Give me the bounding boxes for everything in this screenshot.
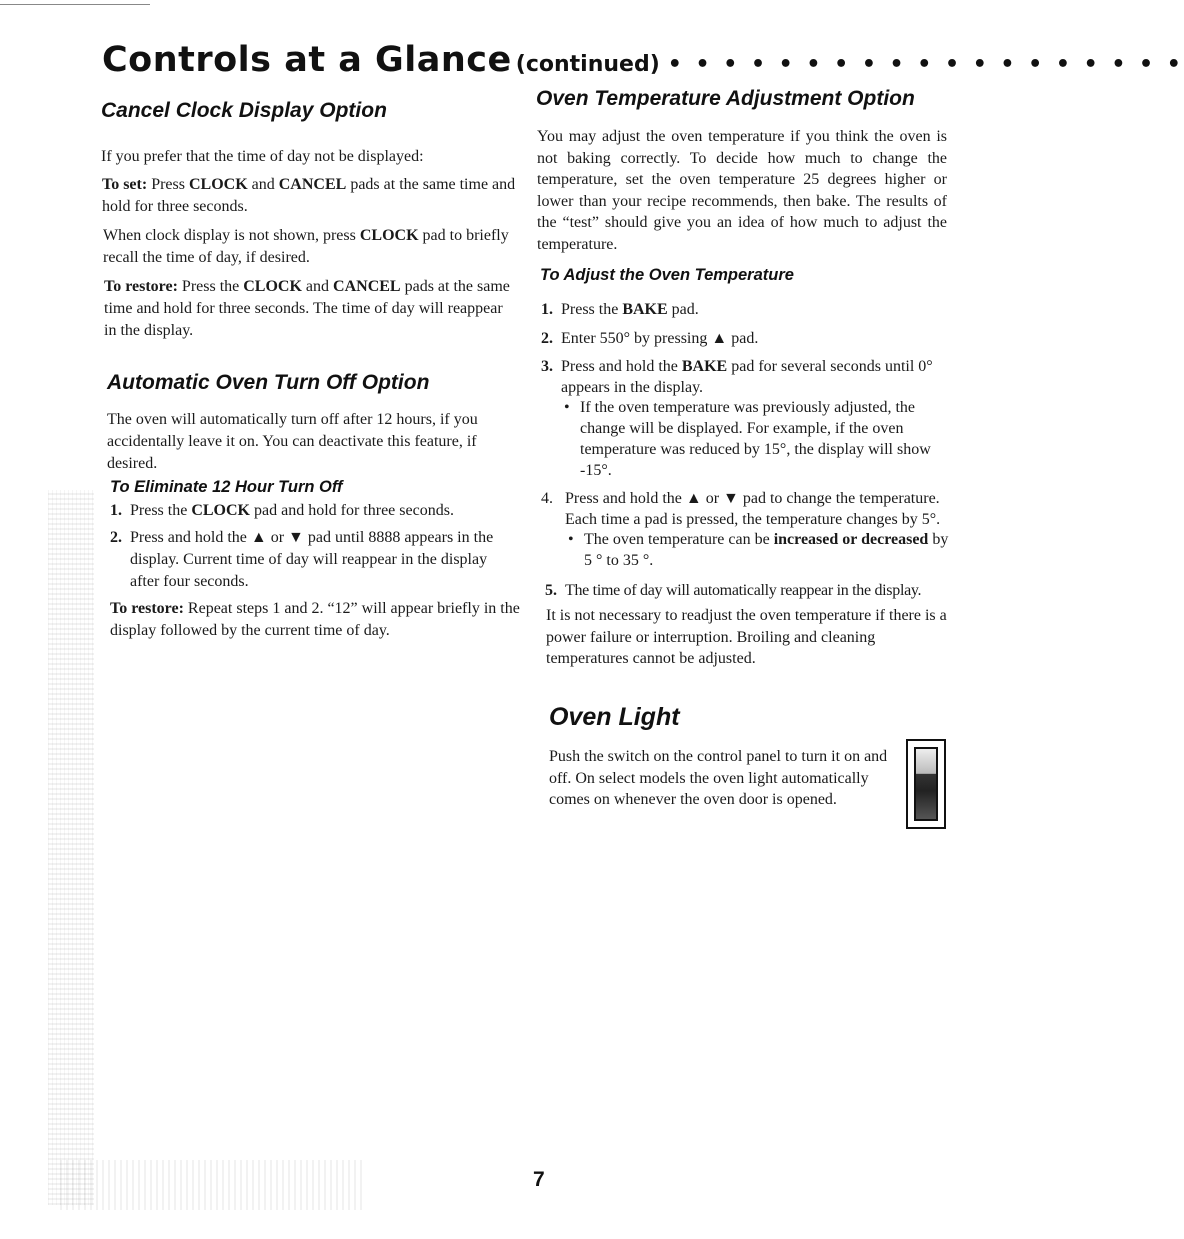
restore-text: and [301,278,334,295]
auto-off-intro: The oven will automatically turn off after 12 hours, if you accidentally leave it on. You can deactivate this feature, if desired. [107,411,478,472]
rocker-switch-icon [906,739,946,829]
cancel-key: CANCEL [333,278,401,295]
step-text-part: pad. [667,301,699,318]
bullet-text-part: The oven temperature can be [584,531,774,548]
page-title [102,40,1184,90]
top-rule [0,4,150,5]
switch-rocker [914,747,938,821]
title-main: Controls at a Glance [102,40,512,80]
title-leader-dots: • • • • • • • • • • • • • • • • • • • [667,52,1184,77]
page-number: 7 [533,1168,545,1191]
bullet-text: If the oven temperature was previously adjusted, the change will be displayed. For example, if the oven temperature was reduced by 15°, the display will show -15°. [580,399,931,479]
list-item [110,527,520,593]
bullet-bold: increased or decreased [773,531,929,548]
oven-light-text: Push the switch on the control panel to turn it on and off. On select models the oven light automatically comes on whenever the oven door is opened. [549,748,888,808]
list-item [541,328,951,350]
list-item [564,397,950,481]
clock-key: CLOCK [359,227,419,244]
step-text: The time of day will automatically reappear in the display. [565,582,922,599]
auto-off-heading: Automatic Oven Turn Off Option [107,371,430,394]
step-text-part: Press and hold the [561,358,682,375]
cancel-clock-set [102,174,520,218]
step-text-part: pad for several seconds until 0° appears in the display. [561,358,933,396]
scan-artifact [48,490,94,1205]
cancel-clock-recall [103,225,518,269]
recall-text: When clock display is not shown, press [103,227,360,244]
step-text: Enter 550° by pressing ▲ pad. [561,330,759,347]
list-item [541,356,955,398]
bullet: • [568,531,574,548]
step-number: 1. [541,301,553,318]
restore-label: To restore: [104,278,178,295]
step-number: 3. [541,358,553,375]
restore-text: Press the [177,278,244,295]
clock-key: CLOCK [243,278,302,295]
bullet-text-part: by 5 ° to 35 °. [584,531,949,569]
step-text-part: Press the [561,301,623,318]
list-item [568,529,954,571]
restore-text: Repeat steps 1 and 2. “12” will appear briefly in the display followed by the current time of day. [110,600,520,639]
step-number: 2. [110,529,122,546]
bake-key: BAKE [622,301,668,318]
step-text [130,500,520,522]
list-item [541,488,955,530]
auto-off-restore [110,598,520,642]
step-text-part: Press the [130,502,192,519]
clock-key: CLOCK [191,502,250,519]
step-text-part: pad and hold for three seconds. [250,502,454,519]
adjust-temp-heading: To Adjust the Oven Temperature [540,266,794,284]
step-text [561,356,955,398]
step-text [561,299,951,321]
set-text: pads at the same time and hold for three seconds. [102,176,516,215]
cancel-clock-intro: If you prefer that the time of day not be displayed: [101,148,424,165]
step-text: Press and hold the ▲ or ▼ pad until 8888 appears in the display. Current time of day will reappear in the display after four seconds. [130,529,494,590]
oven-temp-heading: Oven Temperature Adjustment Option [536,87,915,110]
cancel-key: CANCEL [278,176,347,193]
list-item [545,580,955,602]
bullet: • [564,399,570,416]
set-label: To set: [102,176,148,193]
oven-temp-footer: It is not necessary to readjust the oven temperature if there is a power failure or interruption. Broiling and cleaning temperatures cannot be adjusted. [546,607,947,667]
step-number: 2. [541,330,553,347]
oven-temp-intro: You may adjust the oven temperature if you think the oven is not baking correctly. To decide how much to change the temperature, set the oven temperature 25 degrees higher or lower than your recipe recommends, then bake. The results of the “test” should give you an idea of how much to adjust the temperature. [537,128,947,253]
list-item [541,299,951,321]
bullet-text [584,531,948,569]
step-number: 4. [541,490,553,507]
cancel-clock-heading: Cancel Clock Display Option [101,99,387,122]
step-number: 5. [545,582,557,599]
oven-light-heading: Oven Light [549,703,680,731]
list-item [110,500,520,522]
step-number: 1. [110,502,122,519]
restore-label: To restore: [110,600,184,617]
scan-artifact [60,1160,365,1210]
step-text: Press and hold the ▲ or ▼ pad to change the temperature. Each time a pad is pressed, the temperature changes by 5°. [565,490,941,528]
eliminate-turn-off-heading: To Eliminate 12 Hour Turn Off [110,478,343,496]
clock-key: CLOCK [188,176,248,193]
cancel-clock-restore [104,276,518,342]
recall-text: pad to briefly recall the time of day, if desired. [103,227,509,266]
restore-text: pads at the same time and hold for three seconds. The time of day will reappear in the display. [104,278,510,339]
bake-key: BAKE [681,358,728,375]
title-continued: (continued) [515,52,660,77]
set-text: and [247,176,279,193]
set-text: Press [147,176,189,193]
